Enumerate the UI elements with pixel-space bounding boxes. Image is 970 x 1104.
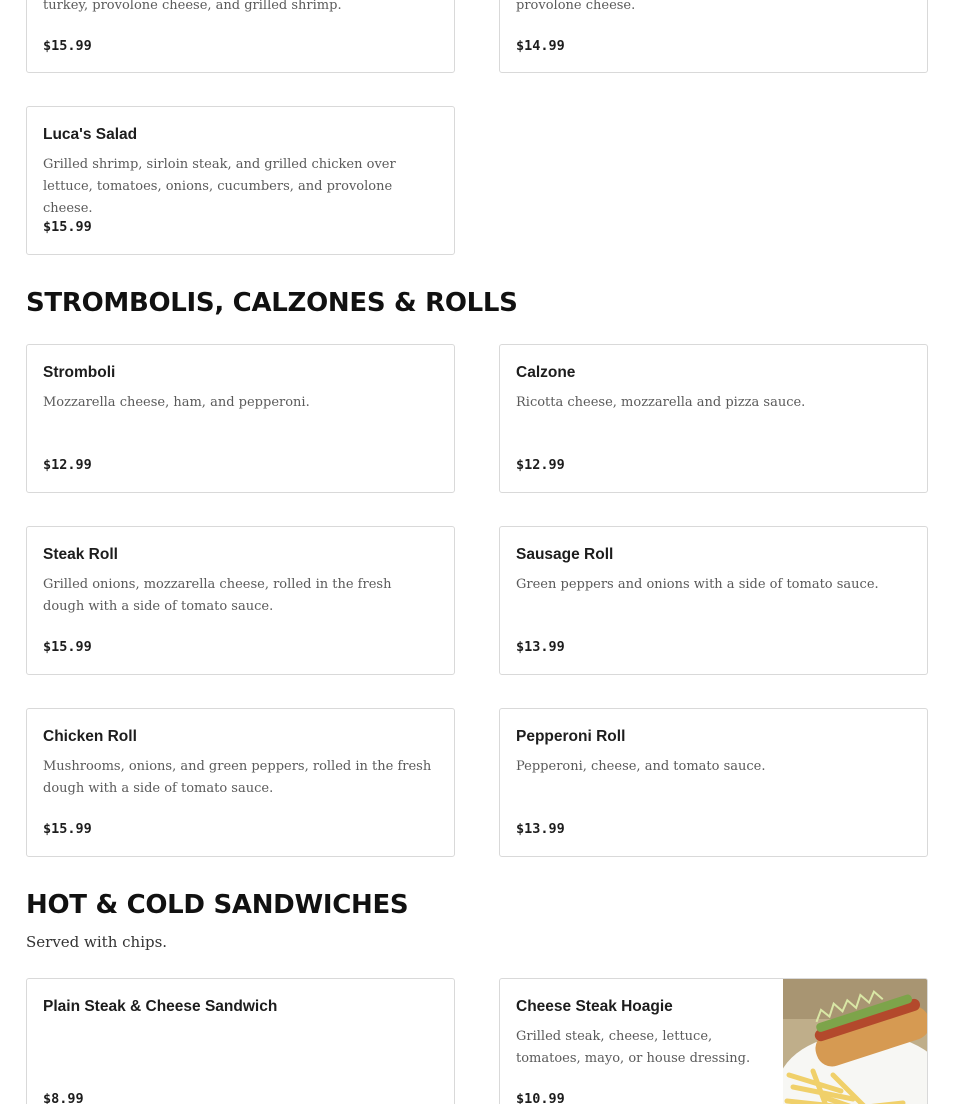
item-description: Ricotta cheese, mozzarella and pizza sauce. [516, 395, 806, 410]
menu-item-card[interactable] [499, 344, 928, 493]
item-description: Green peppers and onions with a side of tomato sauce. [516, 577, 879, 592]
section-note: Served with chips. [26, 933, 168, 951]
menu-item-card[interactable] [499, 0, 928, 73]
hoagie-with-fries-photo [783, 979, 927, 1104]
item-price: $10.99 [516, 1091, 565, 1104]
menu-item-card[interactable] [499, 978, 928, 1104]
item-price: $15.99 [43, 219, 92, 235]
item-price: $14.99 [516, 38, 565, 54]
item-description: Grilled steak, cheese, lettuce, tomatoes, mayo, or house dressing. [516, 1029, 751, 1066]
item-name: Sausage Roll [516, 546, 614, 563]
item-description: Pepperoni, cheese, and tomato sauce. [516, 759, 766, 774]
item-name: Plain Steak & Cheese Sandwich [43, 998, 278, 1015]
item-price: $13.99 [516, 821, 565, 837]
item-description: provolone cheese. [516, 0, 636, 13]
item-price: $12.99 [516, 457, 565, 473]
item-name: Steak Roll [43, 546, 118, 563]
menu-item-card[interactable] [499, 526, 928, 675]
item-price: $8.99 [43, 1091, 84, 1104]
item-price: $12.99 [43, 457, 92, 473]
item-name: Chicken Roll [43, 728, 137, 745]
item-price: $15.99 [43, 821, 92, 837]
item-name: Pepperoni Roll [516, 728, 626, 745]
item-name: Stromboli [43, 364, 116, 381]
item-description: turkey, provolone cheese, and grilled shrimp. [43, 0, 342, 13]
menu-item-card[interactable] [26, 344, 455, 493]
menu-item-card[interactable] [26, 708, 455, 857]
item-description: Mushrooms, onions, and green peppers, rolled in the fresh dough with a side of tomato sauce. [43, 759, 432, 796]
item-name: Luca's Salad [43, 126, 138, 143]
item-description: Grilled shrimp, sirloin steak, and grilled chicken over lettuce, tomatoes, onions, cucumbers, and provolone cheese. [43, 157, 396, 216]
item-name: Cheese Steak Hoagie [516, 998, 673, 1015]
item-description: Mozzarella cheese, ham, and pepperoni. [43, 395, 310, 410]
menu-item-card[interactable] [499, 708, 928, 857]
menu-item-card[interactable] [26, 978, 455, 1104]
item-name: Calzone [516, 364, 576, 381]
section-title: STROMBOLIS, CALZONES & ROLLS [26, 288, 518, 318]
section-title: HOT & COLD SANDWICHES [26, 890, 409, 920]
item-description: Grilled onions, mozzarella cheese, rolled in the fresh dough with a side of tomato sauce. [43, 577, 392, 614]
food-photo-icon [783, 979, 927, 1104]
menu-item-card[interactable] [26, 106, 455, 255]
menu-item-card[interactable] [26, 526, 455, 675]
item-price: $15.99 [43, 639, 92, 655]
menu-item-card[interactable] [26, 0, 455, 73]
item-price: $13.99 [516, 639, 565, 655]
item-price: $15.99 [43, 38, 92, 54]
